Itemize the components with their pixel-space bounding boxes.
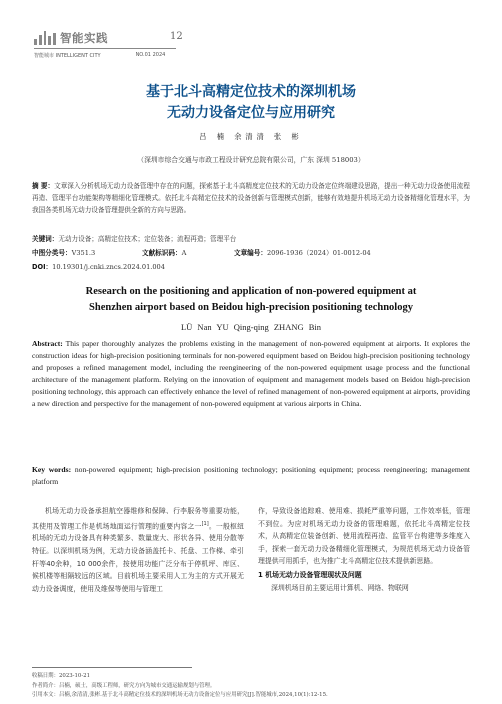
body-column-left	[32, 505, 244, 595]
keywords-cn-text: 无动力设备；高精定位技术；定位装备；流程再造；管理平台	[58, 235, 237, 243]
footnote-citation: 引用本文：吕楠,余清清,张彬.基于北斗高精定位技术的深圳机场无动力设备定位与应用研究[J].智能城市,2024,10(1):12-15.	[32, 692, 328, 699]
paper-title-cn	[40, 82, 462, 124]
header-rule	[34, 48, 176, 49]
body-right-paragraph-2: 深圳机场目前主要运用计算机、网络、物联网	[271, 583, 409, 592]
article-no-value: 2096-1936（2024）01-0012-04	[266, 249, 371, 257]
abstract-en-label: Abstract:	[32, 339, 63, 348]
classification-line	[32, 247, 470, 257]
title-cn-line1: 基于北斗高精定位技术的深圳机场	[146, 84, 356, 100]
body-column-right	[258, 505, 470, 594]
title-en-line2: Shenzhen airport based on Beidou high-precision positioning technology	[89, 302, 413, 313]
keywords-cn-label: 关键词：	[32, 235, 59, 243]
keywords-cn	[32, 233, 470, 243]
doc-code-value: A	[181, 249, 187, 257]
abstract-cn-text: 文章深入分析机场无动力设备管理中存在的问题，探索基于北斗高精度定位技术的无动力设备定位终端建设思路，提出一种无动力设备使用流程再造、管理平台功能架构等精细化管理模式。依托北斗高精定位技术的设备创新与管理模式创新，能够有效地提升机场无动力设备精细化管理水平，为我国各类机场无动力设备管理提供全新的方向与思路。	[32, 182, 470, 215]
body-left-text: 机场无动力设备承担航空器维修和保障、行李服务等重要功能，其使用及管理工作是机场地面运行管理的重要内容之一	[32, 507, 244, 530]
authors-en: LÜ Nan YU Qing-qing ZHANG Bin	[180, 322, 322, 332]
clc-value: V351.3	[71, 249, 96, 257]
journal-name: 智能城市 INTELLIGENT CITY	[34, 53, 101, 59]
article-no-label: 文章编号：	[234, 249, 267, 257]
journal-brand	[34, 30, 108, 46]
affiliation-cn: （深圳市综合交通与市政工程设计研究总院有限公司，广东 深圳 518003）	[137, 156, 365, 164]
brand-name: 智能实践	[60, 31, 108, 45]
abstract-cn-label: 摘 要：	[32, 182, 55, 190]
keywords-en	[32, 464, 470, 488]
bar-logo-icon	[34, 31, 56, 45]
journal-issue: NO.01 2024	[135, 52, 166, 58]
body-left-rest: 。一般枢纽机场的无动力设备具有种类繁多、数量庞大、形状各异、使用分散等特征。以深圳机场为例，无动力设备涵盖托卡、托盘、工作梯、牵引杆等40余种，10 000余件，按使用功能广泛分布于停机坪、库区、候机楼等相隔较远的区域。目前机场主要采用人工为主的方式开展无动力设备调度，使用及维保等使用与管理工	[32, 521, 245, 593]
footnote-rule	[32, 667, 192, 668]
doi-label: DOI：	[32, 263, 53, 271]
page-number: 12	[170, 31, 183, 42]
clc-label: 中图分类号：	[32, 249, 72, 257]
keywords-en-text: non-powered equipment; high-precision positioning technology; positioning equipment; process reengineering; management platform	[32, 465, 470, 486]
title-cn-line2: 无动力设备定位与应用研究	[167, 105, 335, 121]
abstract-en	[32, 338, 470, 409]
running-header	[34, 30, 468, 66]
paper-title-en	[34, 284, 468, 316]
keywords-en-label: Key words:	[32, 465, 72, 474]
journal-line	[34, 52, 165, 59]
footnote-author: 作者简介：吕楠，硕士，高级工程师，研究方向为城市交通运输规划与管理。	[32, 682, 216, 689]
section-heading: 1 机场无动力设备管理现状及问题	[258, 570, 362, 579]
doc-code-label: 文献标识码：	[142, 249, 182, 257]
doi-line	[32, 261, 165, 271]
body-right-paragraph: 作，导致设备追踪难、使用难、损耗严重等问题，工作效率低，管理不到位。为应对机场无动力设备的管理难题，依托北斗高精定位技术，从高精定位装备创新、使用流程再造、监管平台构建等多维度入手，探索一套无动力设备精细化管理模式，为规范机场无动力设备管理提供可用抓手，也为推广北斗高精定位技术提供新思路。	[258, 507, 470, 566]
title-en-line1: Research on the positioning and application of non-powered equipment at	[85, 286, 417, 297]
abstract-en-text: This paper thoroughly analyzes the problems existing in the management of non-powered equipment at airports. It explores the construction ideas for high-precision positioning terminals for non-powered equipment based on Beidou high-precision positioning technology and proposes a refined management model, including the reengineering of the non-powered equipment usage process and the functional architecture of the management platform. Relying on the innovation of equipment and management models based on Beidou high-precision positioning technology, this approach can effectively enhance the level of refined management of non-powered equipment at airports, providing a new direction and perspective for the management of non-powered equipment at various airports in China.	[32, 339, 470, 408]
authors-cn: 吕 楠 余清清 张 彬	[199, 132, 303, 141]
doi-value: 10.19301/j.cnki.zncs.2024.01.004	[52, 263, 165, 271]
abstract-cn	[32, 180, 470, 217]
citation-ref: [1]	[201, 520, 209, 527]
footnotes	[32, 672, 472, 701]
footnote-received: 收稿日期：2023-10-21	[32, 673, 91, 679]
